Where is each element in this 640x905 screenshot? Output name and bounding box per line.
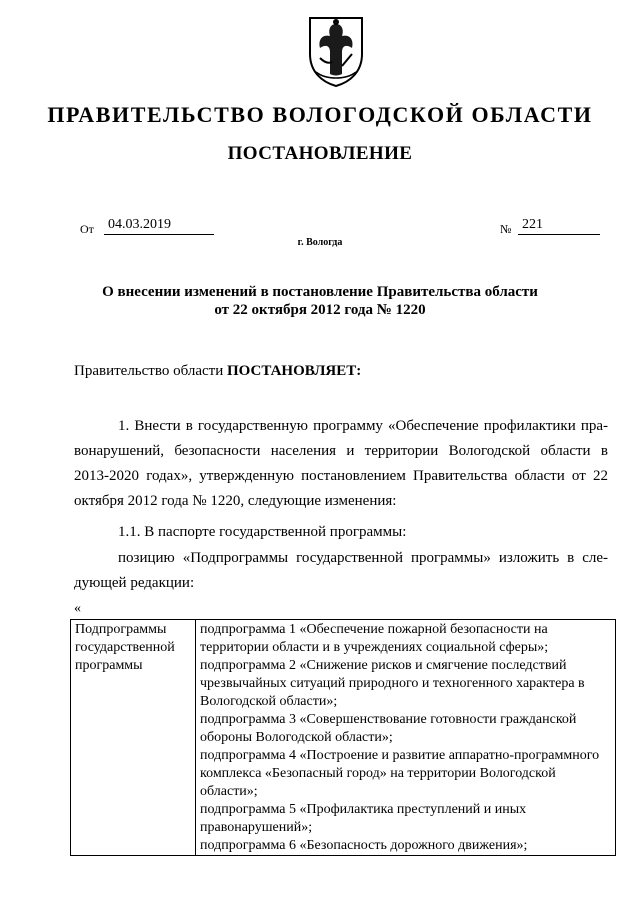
subject-line-1: О внесении изменений в постановление Правительства области bbox=[102, 284, 538, 300]
number-field bbox=[518, 217, 600, 235]
coat-of-arms-icon bbox=[306, 14, 366, 88]
p3-line-2: дующей редакции: bbox=[74, 575, 195, 591]
subprogram-item-6: подпрограмма 6 «Безопасность дорожного движения»; bbox=[200, 838, 528, 853]
table-left-label: Подпрограммы государственной программы bbox=[71, 620, 196, 856]
subprogram-item-5: подпрограмма 5 «Профилактика преступлений и иных правонарушений»; bbox=[200, 802, 527, 835]
government-title: ПРАВИТЕЛЬСТВО ВОЛОГОДСКОЙ ОБЛАСТИ bbox=[47, 102, 593, 127]
date-prefix: От bbox=[80, 222, 94, 236]
city-label: г. Вологда bbox=[297, 237, 343, 248]
document-subject bbox=[0, 283, 640, 319]
number-prefix: № bbox=[500, 222, 512, 236]
quote-open: « bbox=[74, 601, 81, 616]
document-type: ПОСТАНОВЛЕНИЕ bbox=[227, 143, 413, 164]
p1-line-2: вонарушений, безопасности населения и территории Вологодской области в bbox=[74, 443, 608, 459]
resolves-line bbox=[74, 363, 361, 380]
number-value: 221 bbox=[522, 217, 543, 232]
subprogram-item-4: подпрограмма 4 «Построение и развитие аппаратно-программного комплекса «Безопасный город» на территории Вологодской области»; bbox=[200, 748, 600, 799]
p1-line-4: октября 2012 года № 1220, следующие изменения: bbox=[74, 493, 397, 509]
subprogram-item-2: подпрограмма 2 «Снижение рисков и смягчение последствий чрезвычайных ситуаций природного и техногенного характера в Вологодской области»; bbox=[200, 658, 585, 709]
date-field bbox=[104, 217, 214, 235]
subprogram-item-3: подпрограмма 3 «Совершенствование готовности гражданской обороны Вологодской области»; bbox=[200, 712, 577, 745]
paragraph-2: 1.1. В паспорте государственной программы: bbox=[118, 524, 407, 540]
paragraph-3 bbox=[74, 546, 608, 596]
date-value: 04.03.2019 bbox=[108, 217, 171, 232]
p1-line-1: 1. Внести в государственную программу «Обеспечение профилактики пра- bbox=[118, 418, 608, 434]
resolves-prefix: Правительство области bbox=[74, 363, 224, 379]
p1-line-3: 2013-2020 годах», утвержденную постановлением Правительства области от 22 bbox=[74, 468, 608, 484]
paragraph-1 bbox=[74, 414, 608, 514]
subprogram-item-1: подпрограмма 1 «Обеспечение пожарной безопасности на территории области и в учреждениях социальной сферы»; bbox=[200, 622, 549, 655]
p3-line-1: позицию «Подпрограммы государственной программы» изложить в сле- bbox=[118, 550, 608, 566]
subprograms-table bbox=[70, 619, 616, 856]
table-row bbox=[71, 620, 616, 856]
subject-line-2: от 22 октября 2012 года № 1220 bbox=[214, 302, 426, 318]
table-right-cell bbox=[196, 620, 616, 856]
resolves-bold: ПОСТАНОВЛЯЕТ: bbox=[226, 363, 362, 379]
